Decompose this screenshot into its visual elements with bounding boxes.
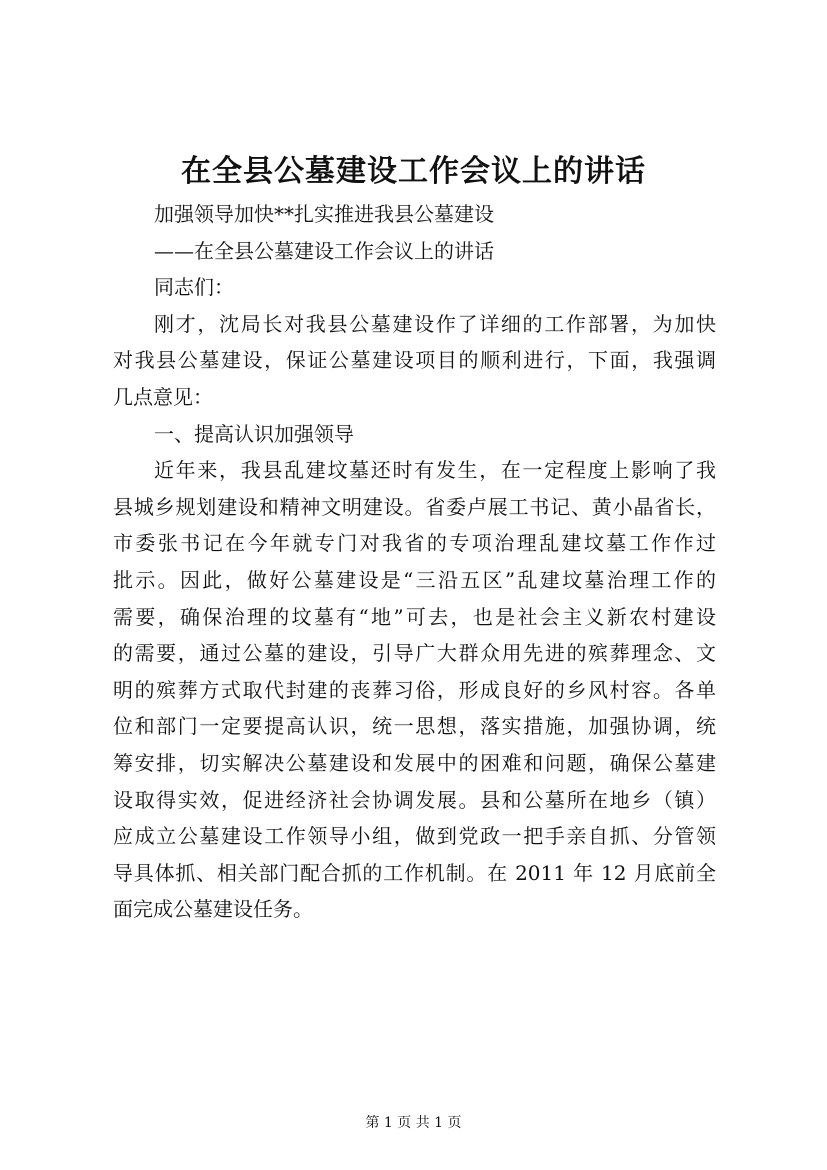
text-line: ——在全县公墓建设工作会议上的讲话 [154, 238, 494, 263]
document-title: 在全县公墓建设工作会议上的讲话 [181, 154, 646, 189]
text-line: 几点意见： [113, 384, 213, 409]
text-line: 面完成公墓建设任务。 [113, 897, 313, 922]
text-line: 市委张书记在今年就专门对我省的专项治理乱建坟墓工作作过 [113, 531, 716, 556]
text-line: 明的殡葬方式取代封建的丧葬习俗，形成良好的乡风村容。各单 [113, 677, 716, 702]
text-line: 批示。因此，做好公墓建设是“三沿五区”乱建坟墓治理工作的 [113, 567, 716, 592]
text-line: 筹安排，切实解决公墓建设和发展中的困难和问题，确保公墓建 [113, 750, 716, 775]
text-line: 县城乡规划建设和精神文明建设。省委卢展工书记、黄小晶省长， [113, 494, 716, 519]
text-line: 需要，确保治理的坟墓有“地”可去，也是社会主义新农村建设 [113, 604, 716, 629]
text-line: 的需要，通过公墓的建设，引导广大群众用先进的殡葬理念、文 [113, 641, 716, 666]
text-line: 同志们： [154, 275, 234, 300]
page-footer: 第 1 页 共 1 页 [365, 1115, 462, 1131]
text-line: 加强领导加快**扎实推进我县公墓建设 [154, 202, 494, 226]
text-line: 一、提高认识加强领导 [154, 421, 354, 446]
text-line: 应成立公墓建设工作领导小组，做到党政一把手亲自抓、分管领 [113, 824, 716, 849]
text-line: 近年来，我县乱建坟墓还时有发生，在一定程度上影响了我 [154, 458, 716, 483]
text-line: 刚才，沈局长对我县公墓建设作了详细的工作部署，为加快 [154, 311, 716, 336]
document-body [113, 196, 716, 928]
text-line: 位和部门一定要提高认识，统一思想，落实措施，加强协调，统 [113, 714, 716, 739]
text-line: 对我县公墓建设，保证公墓建设项目的顺利进行，下面，我强调 [113, 348, 716, 373]
text-line: 设取得实效，促进经济社会协调发展。县和公墓所在地乡（镇） [113, 787, 716, 812]
text-line: 导具体抓、相关部门配合抓的工作机制。在 2011 年 12 月底前全 [113, 860, 716, 885]
